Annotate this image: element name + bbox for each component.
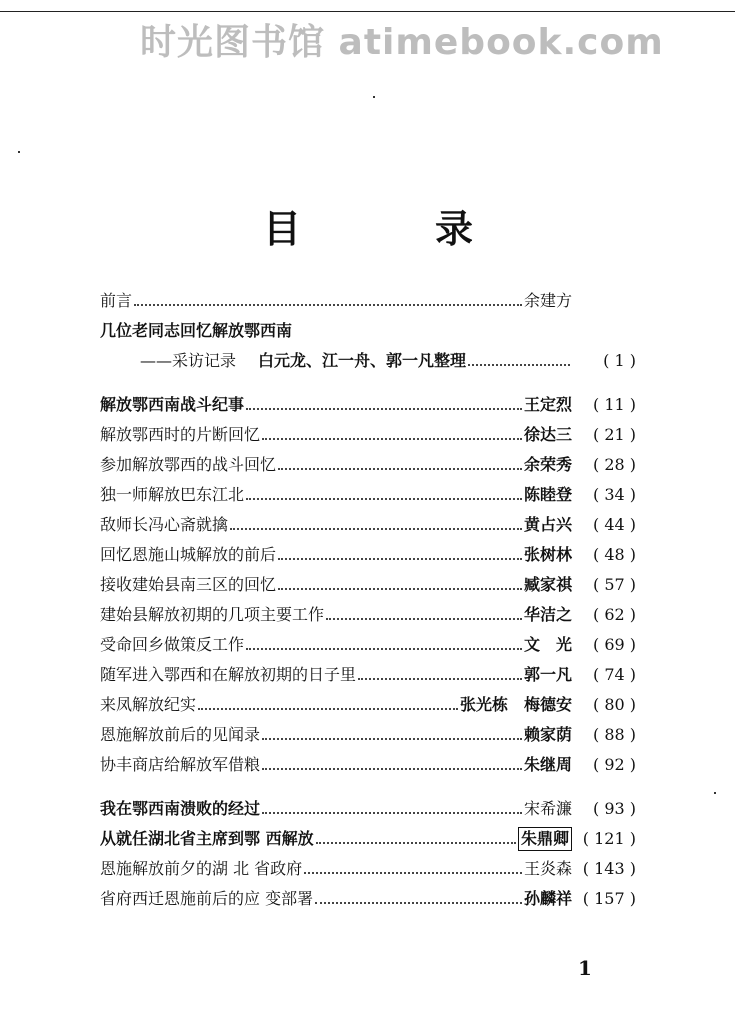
toc-row [100, 420, 636, 450]
dot-leader [262, 436, 522, 440]
dot-leader [278, 466, 522, 470]
dot-leader [316, 840, 516, 844]
page-number: 1 [578, 956, 592, 980]
page-title [263, 198, 473, 251]
toc-title: 解放鄂西时的片断回忆 [100, 425, 261, 444]
toc-page: ( 57 ) [592, 575, 636, 594]
toc-row [100, 390, 636, 420]
toc-title: 解放鄂西南战斗纪事 [100, 395, 245, 414]
toc-row [100, 794, 636, 824]
toc-row [100, 630, 636, 660]
dot-leader [315, 900, 522, 904]
dot-leader [246, 646, 522, 650]
toc-row [100, 480, 636, 510]
toc-page: ( 88 ) [592, 725, 636, 744]
toc-author: 朱继周 [523, 755, 572, 774]
dot-leader [230, 526, 522, 530]
toc-author: 郭一凡 [523, 665, 572, 684]
toc-title: 回忆恩施山城解放的前后 [100, 545, 277, 564]
toc-page: ( 62 ) [592, 605, 636, 624]
toc-row [100, 540, 636, 570]
top-rule [0, 11, 735, 12]
toc-title: 协丰商店给解放军借粮 [100, 755, 261, 774]
toc-page: ( 121 ) [582, 829, 636, 848]
dot-leader [278, 586, 522, 590]
toc-title: 从就任湖北省主席到鄂 西解放 [100, 829, 314, 848]
toc-page: ( 74 ) [592, 665, 636, 684]
toc-row [100, 884, 636, 914]
dot-leader [326, 616, 522, 620]
toc-page: ( 44 ) [592, 515, 636, 534]
title-char: 录 [434, 206, 473, 251]
toc-page: ( 157 ) [582, 889, 636, 908]
toc-row [100, 450, 636, 480]
speck [18, 151, 20, 153]
dot-leader [278, 556, 522, 560]
dot-leader [358, 676, 522, 680]
toc-author: 宋希濂 [523, 799, 572, 818]
toc-title: 独一师解放巴东江北 [100, 485, 245, 504]
speck [373, 96, 375, 98]
toc-row [100, 600, 636, 630]
toc-author: 陈睦登 [523, 485, 572, 504]
toc-author: 黄占兴 [523, 515, 572, 534]
toc-page: ( 34 ) [592, 485, 636, 504]
toc-row [100, 824, 636, 854]
toc-author: 徐达三 [523, 425, 572, 444]
toc-title: 我在鄂西南溃败的经过 [100, 799, 261, 818]
toc-title: 来凤解放纪实 [100, 695, 197, 714]
toc-author: 余荣秀 [523, 455, 572, 474]
toc-author: 张光栋 梅德安 [459, 695, 572, 714]
toc-author: 王炎森 [523, 859, 572, 878]
watermark: 时光图书馆 atimebook.com [140, 22, 664, 63]
toc-author: 余建方 [523, 291, 572, 310]
toc-title: 几位老同志回忆解放鄂西南 [100, 321, 293, 340]
toc-page: ( 11 ) [592, 395, 636, 414]
toc-page: ( 69 ) [592, 635, 636, 654]
toc-title: 省府西迁恩施前后的应 变部署 [100, 889, 314, 908]
toc-row [100, 316, 636, 346]
toc-page: ( 28 ) [592, 455, 636, 474]
toc-author: 臧家祺 [523, 575, 572, 594]
toc-author: 文 光 [523, 635, 572, 654]
dot-leader [246, 406, 522, 410]
dot-leader [304, 870, 522, 874]
toc-row [100, 690, 636, 720]
toc-title: ——采访记录 [140, 351, 237, 370]
speck [714, 792, 716, 794]
toc-author: 王定烈 [523, 395, 572, 414]
toc-page: ( 21 ) [592, 425, 636, 444]
dot-leader [262, 810, 522, 814]
toc-row [100, 750, 636, 780]
toc-page: ( 93 ) [592, 799, 636, 818]
toc-page: ( 1 ) [603, 351, 636, 370]
toc-author: 赖家荫 [523, 725, 572, 744]
toc-row [100, 720, 636, 750]
toc-page: ( 92 ) [592, 755, 636, 774]
toc-title: 参加解放鄂西的战斗回忆 [100, 455, 277, 474]
dot-leader [262, 736, 522, 740]
toc-author: 朱鼎卿 [518, 827, 572, 851]
toc-row [100, 346, 636, 376]
toc-row [100, 286, 636, 316]
toc-author: 孙麟祥 [523, 889, 572, 908]
dot-leader [468, 362, 570, 366]
toc-row [100, 854, 636, 884]
title-char: 目 [263, 206, 302, 251]
toc-author: 白元龙、江一舟、郭一凡整理 [258, 351, 467, 370]
dot-leader [262, 766, 522, 770]
table-of-contents [100, 286, 636, 914]
dot-leader [246, 496, 522, 500]
dot-leader [134, 302, 522, 306]
toc-title: 随军进入鄂西和在解放初期的日子里 [100, 665, 357, 684]
toc-author: 张树林 [523, 545, 572, 564]
toc-title: 接收建始县南三区的回忆 [100, 575, 277, 594]
toc-title: 恩施解放前后的见闻录 [100, 725, 261, 744]
dot-leader [198, 706, 458, 710]
toc-title: 建始县解放初期的几项主要工作 [100, 605, 325, 624]
toc-page: ( 48 ) [592, 545, 636, 564]
toc-title: 前言 [100, 291, 133, 310]
toc-row [100, 660, 636, 690]
toc-page: ( 80 ) [592, 695, 636, 714]
toc-row [100, 570, 636, 600]
toc-row [100, 510, 636, 540]
toc-title: 恩施解放前夕的湖 北 省政府 [100, 859, 303, 878]
toc-title: 受命回乡做策反工作 [100, 635, 245, 654]
toc-title: 敌师长冯心斋就擒 [100, 515, 229, 534]
toc-page: ( 143 ) [582, 859, 636, 878]
toc-author: 华洁之 [523, 605, 572, 624]
